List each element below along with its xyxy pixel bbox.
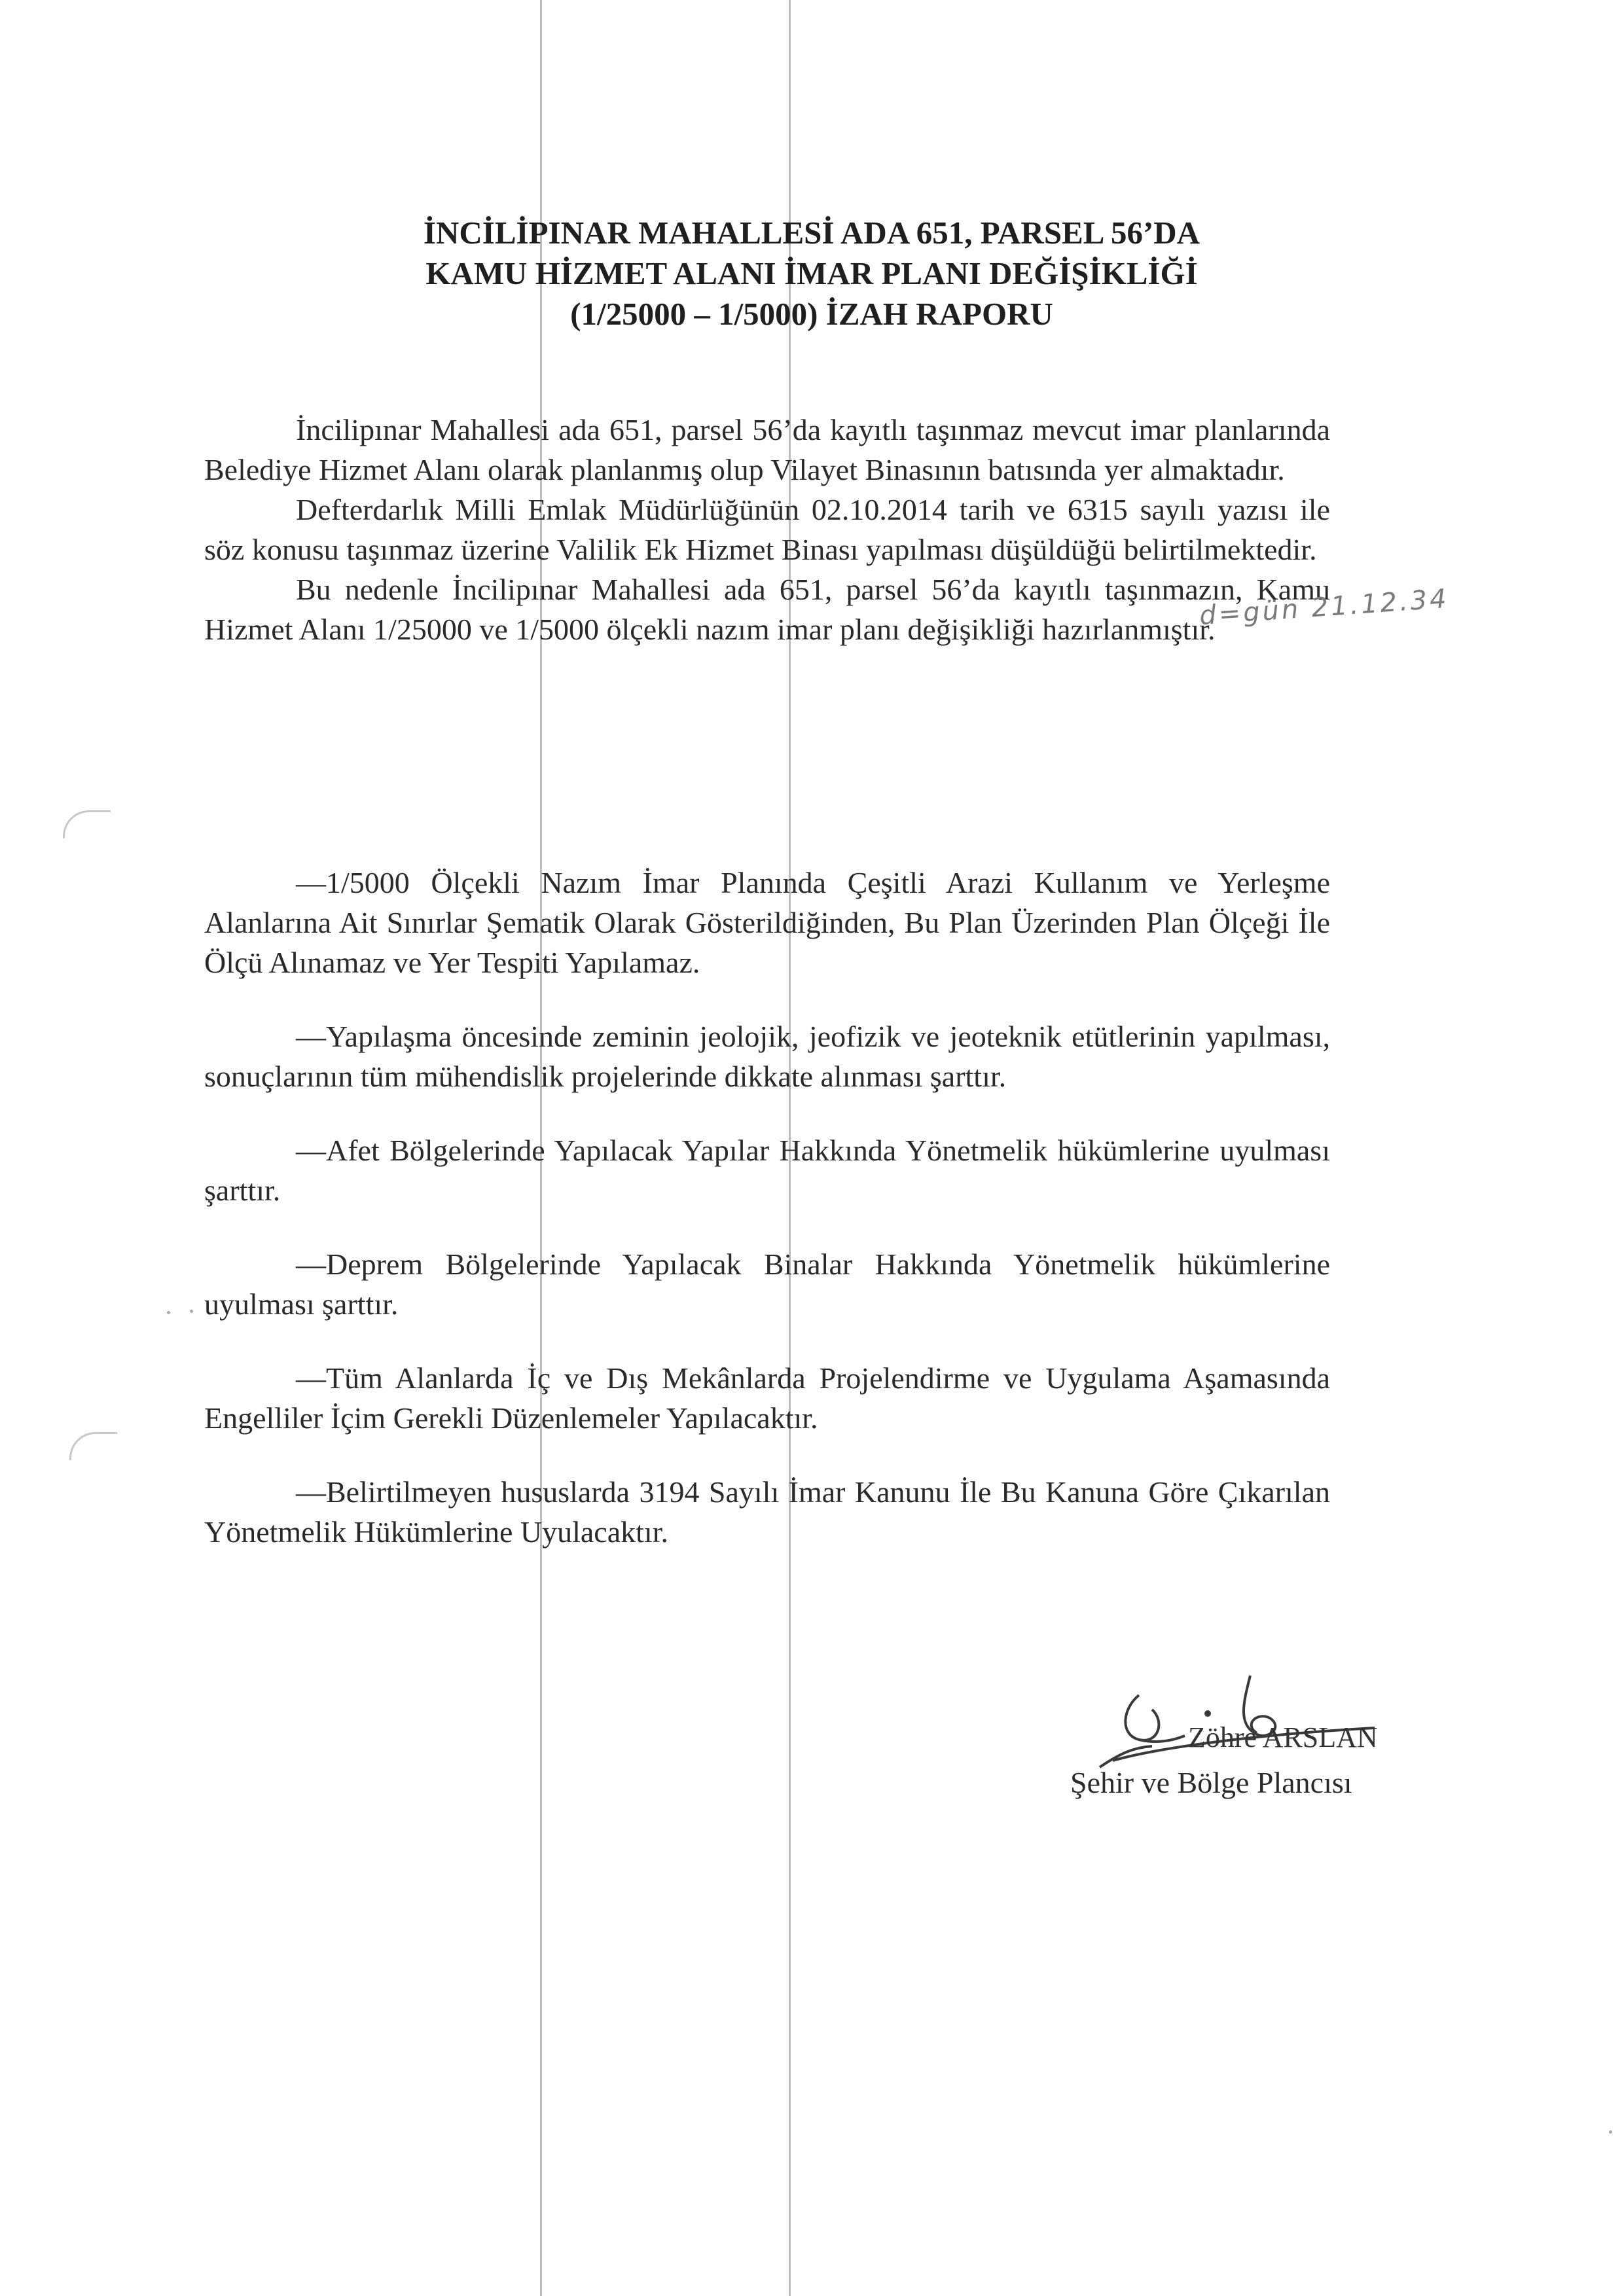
title-line: (1/25000 – 1/5000) İZAH RAPORU (570, 296, 1053, 332)
plan-note: —1/5000 Ölçekli Nazım İmar Planında Çeşitli Arazi Kullanım ve Yerleşme Alanlarına Ait Sınırlar Şematik Olarak Gösterildiğinden, Bu Plan Üzerinden Plan Ölçeği İle Ölçü Alınamaz ve Yer Tespiti Yapılamaz. (204, 866, 1330, 979)
scan-speck (1609, 2130, 1612, 2134)
scan-speck (190, 1310, 193, 1313)
scan-mark (69, 1432, 117, 1460)
title-line: İNCİLİPINAR MAHALLESİ ADA 651, PARSEL 56’DA (423, 215, 1200, 251)
signatory-name: Zöhre ARSLAN (1188, 1721, 1378, 1753)
plan-note: —Tüm Alanlarda İç ve Dış Mekânlarda Projelendirme ve Uygulama Aşamasında Engelliler İçim Gerekli Düzenlemeler Yapılacaktır. (204, 1361, 1330, 1435)
plan-note: —Belirtilmeyen hususlarda 3194 Sayılı İmar Kanunu İle Bu Kanuna Göre Çıkarılan Yönetmelik Hükümlerine Uyulacaktır. (204, 1475, 1330, 1549)
plan-note: —Afet Bölgelerinde Yapılacak Yapılar Hakkında Yönetmelik hükümlerine uyulması şarttır. (204, 1134, 1330, 1207)
plan-note: —Deprem Bölgelerinde Yapılacak Binalar Hakkında Yönetmelik hükümlerine uyulması şarttır. (204, 1247, 1330, 1321)
title-line: KAMU HİZMET ALANI İMAR PLANI DEĞİŞİKLİĞİ (425, 255, 1198, 291)
plan-notes (204, 863, 1330, 1586)
plan-note: —Yapılaşma öncesinde zeminin jeolojik, jeofizik ve jeoteknik etütlerinin yapılması, sonuçlarının tüm mühendislik projelerinde dikkate alınması şarttır. (204, 1020, 1330, 1093)
report-body (204, 410, 1330, 649)
body-paragraph: Bu nedenle İncilipınar Mahallesi ada 651, parsel 56’da kayıtlı taşınmazın, Kamu Hizmet Alanı 1/25000 ve 1/5000 ölçekli nazım imar planı değişikliği hazırlanmıştır. (204, 573, 1330, 646)
document-title (196, 213, 1427, 334)
handwritten-annotation: d=gün 21.12.34 (1198, 583, 1450, 632)
signatory-title: Şehir ve Bölge Plancısı (1070, 1766, 1352, 1799)
body-paragraph: Defterdarlık Milli Emlak Müdürlüğünün 02.10.2014 tarih ve 6315 sayılı yazısı ile söz konusu taşınmaz üzerine Valilik Ek Hizmet Binası yapılması düşüldüğü belirtilmektedir. (204, 493, 1330, 566)
scan-mark (63, 810, 111, 838)
body-paragraph: İncilipınar Mahallesi ada 651, parsel 56’da kayıtlı taşınmaz mevcut imar planlarında Belediye Hizmet Alanı olarak planlanmış olup Vilayet Binasının batısında yer almaktadır. (204, 413, 1330, 486)
scan-speck (167, 1311, 170, 1314)
signature-scribble (1060, 1662, 1401, 1774)
